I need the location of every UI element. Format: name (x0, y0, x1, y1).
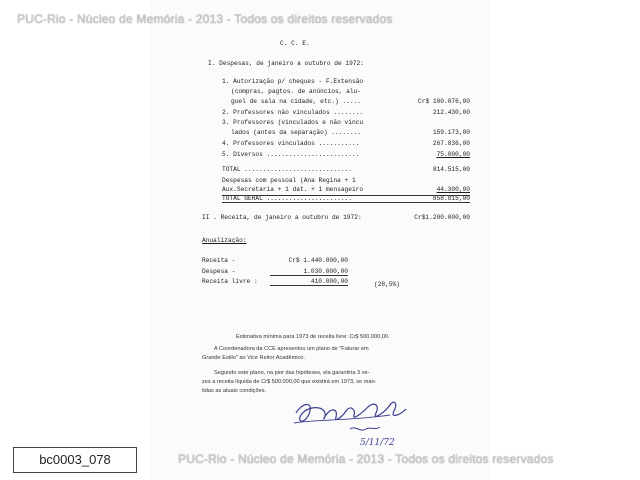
pessoal-line-2: Aux.Secretaria + 1 dat. + 1 mensageiro (222, 186, 364, 193)
total-amount: 814.515,00 (432, 166, 470, 173)
item-3-line-2: lados (antes da separação) ........ (231, 129, 361, 136)
anual-receita-livre-amount: 410.000,00 (310, 278, 348, 285)
document-id-label: bc0003_078 (13, 447, 137, 473)
item-1-line-1: 1. Autorização p/ cheques - F.Extensão (222, 78, 364, 85)
item-3-amount: 159.173,00 (432, 129, 470, 136)
signature-stroke-main (296, 402, 406, 421)
note-3-line-3: tidas as atuais condições. (202, 388, 267, 394)
note-3-line-2: zes a receita líquida de Cr$ 500.000,00 que existirá em 1973, se man- (202, 379, 377, 385)
signature-initials (350, 427, 380, 430)
rule-total-geral-bottom (222, 202, 470, 203)
item-2-amount: 212.430,00 (432, 109, 470, 116)
item-1-amount: Cr$ 100.076,00 (418, 98, 470, 105)
pessoal-line-1: Despesas com pessoal (Ana Regina + 1 (222, 177, 356, 184)
total-geral-amount: 858.815,00 (432, 195, 470, 202)
rule-total-geral-top (222, 195, 470, 196)
item-1-line-3: guel de sala na cidade, etc.) ..... (231, 98, 361, 105)
pessoal-amount: 44.300,00 (436, 186, 470, 193)
item-4-line-1: 4. Professores vinculados ........... (222, 140, 360, 147)
item-1-line-2: (compras, pagtos. de anúncios, alu- (231, 88, 361, 95)
rule-despesa (270, 275, 348, 276)
item-4-amount: 267.836,00 (432, 140, 470, 147)
note-2-line-2: Grande Estilo" ao Vice Reitor Acadêmico. (202, 355, 305, 361)
signature (290, 395, 420, 450)
note-3-line-1: Segundo este plano, na pior das hipóteses, ela garantiria 3 ve- (214, 370, 370, 376)
section1-heading: I. Despesas, de janeiro a outubro de 1972: (208, 60, 364, 67)
anual-receita-livre-label: Receita livre : (202, 278, 258, 285)
watermark-top: PUC-Rio - Núcleo de Memória - 2013 - Todos os direitos reservados (17, 12, 393, 26)
item-5-amount: 75.000,00 (436, 151, 470, 158)
right-margin (490, 0, 640, 480)
item-2-line-1: 2. Professores não vinculados ........ (222, 109, 364, 116)
note-2-line-1: A Coordenadora da CCE apresentou um plano de "Faturar em (214, 346, 369, 352)
item-3-line-1: 3. Professores (vinculados e não vincu (222, 119, 364, 126)
anual-despesa-label: Despesa - (202, 268, 236, 275)
watermark-bottom: PUC-Rio - Núcleo de Memória - 2013 - Todos os direitos reservados (178, 452, 554, 466)
total-geral-label: TOTAL GERAL ....................... (222, 195, 352, 202)
section2-label: II . Receita, de janeiro a outubro de 1972: (202, 214, 362, 221)
item-5-line-1: 5. Diversos ......................... (222, 151, 360, 158)
note-1: Estimativa mínima para 1973 de receita livre: Cr$ 500.000,00. (236, 334, 390, 340)
section2-amount: Cr$1.200.000,00 (414, 214, 470, 221)
anualizacao-heading: Anualização: (202, 237, 247, 244)
total-label: TOTAL ............................. (222, 166, 352, 173)
doc-title: C. C. E. (280, 40, 310, 47)
left-margin (0, 0, 150, 480)
signature-date: 5/11/72 (360, 438, 395, 448)
anual-receita-label: Receita - (202, 257, 236, 264)
rule-receita-livre (270, 285, 348, 286)
percent-label: (28,5%) (374, 281, 400, 288)
anual-receita-amount: Cr$ 1.440.000,00 (288, 257, 348, 264)
anual-despesa-amount: 1.030.000,00 (303, 268, 348, 275)
